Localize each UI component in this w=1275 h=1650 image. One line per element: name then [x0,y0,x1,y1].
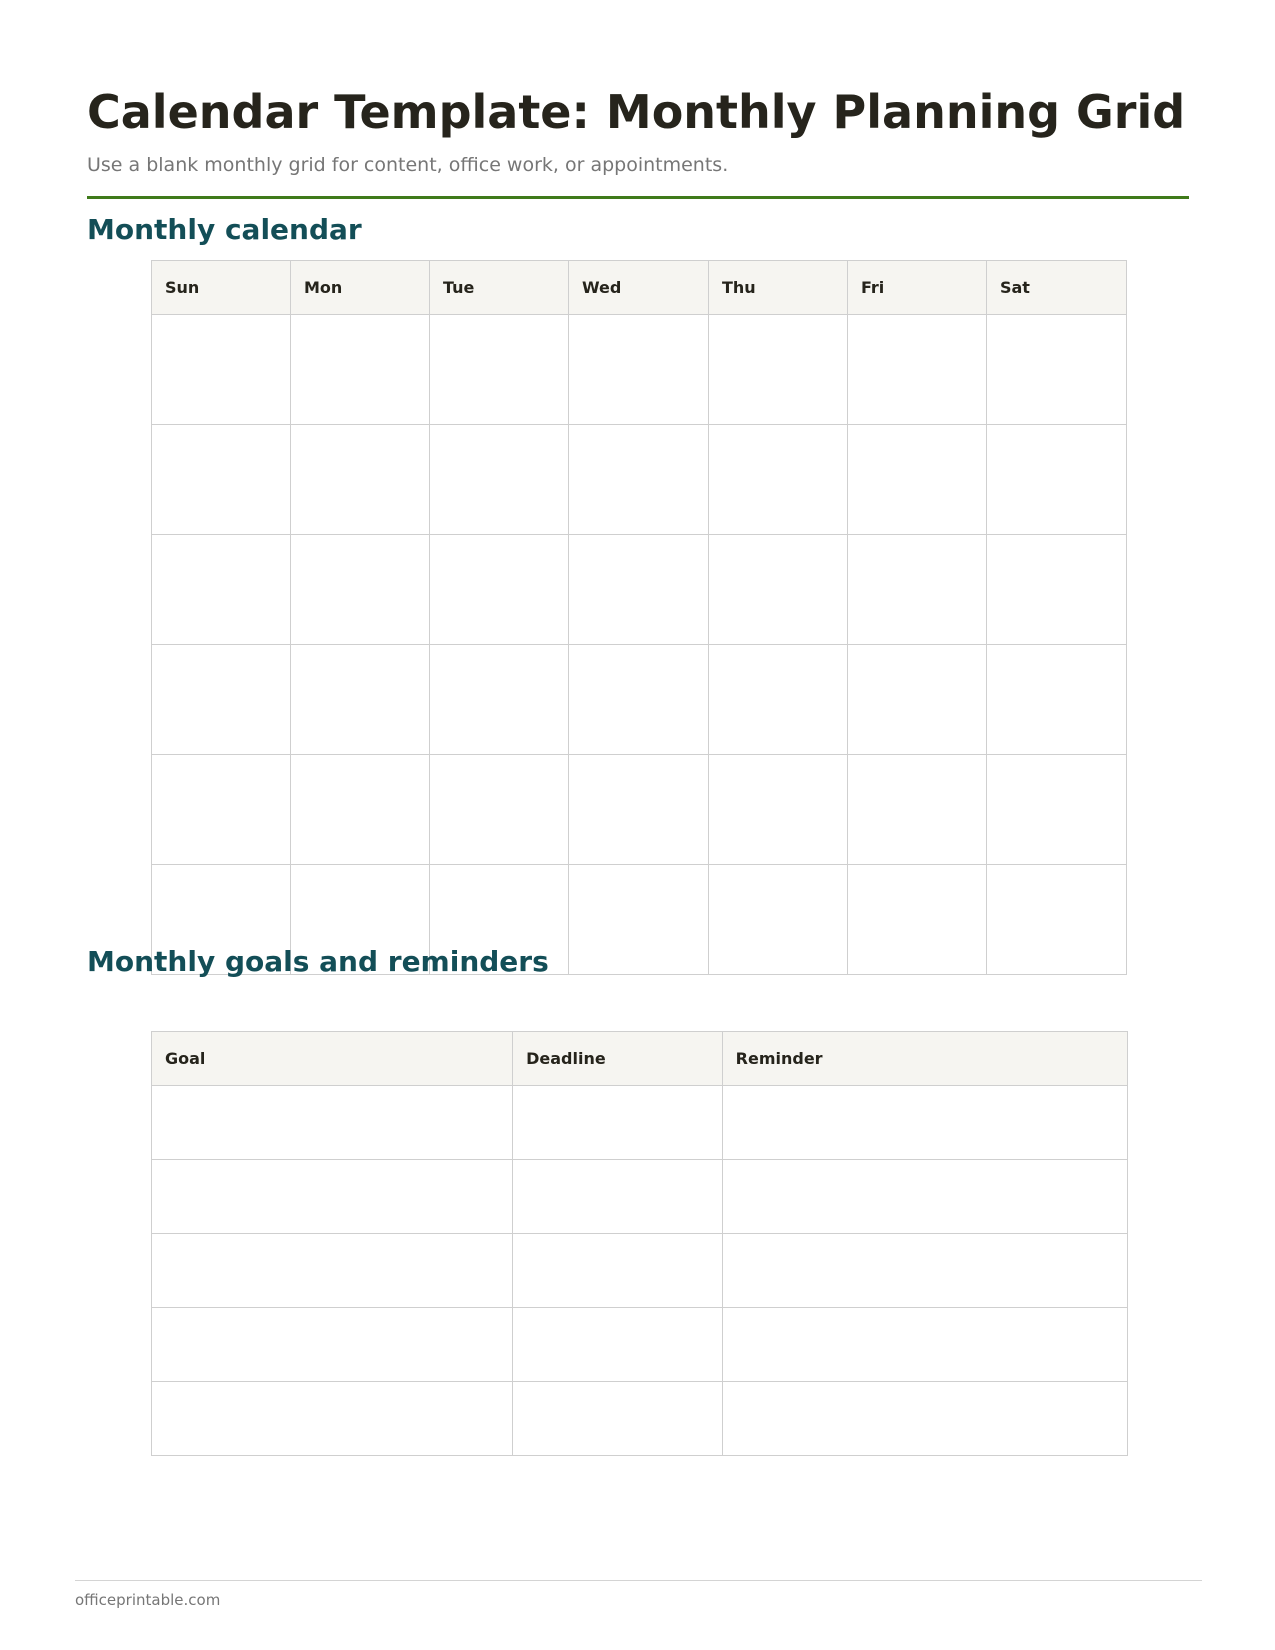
goal-cell [513,1308,723,1382]
goal-cell [513,1382,723,1456]
weekday-header-sun: Sun [152,261,291,315]
calendar-day-cell [847,535,986,645]
calendar-day-cell [986,425,1126,535]
calendar-day-cell [847,755,986,865]
goal-row [152,1234,1128,1308]
calendar-day-cell [708,865,847,975]
calendar-week-row [152,645,1127,755]
goals-header-row [152,1032,1128,1086]
goal-cell [152,1308,513,1382]
goal-cell [152,1382,513,1456]
calendar-header-row [152,261,1127,315]
calendar-day-cell [708,425,847,535]
calendar-day-cell [429,315,568,425]
calendar-day-cell [152,315,291,425]
goal-row [152,1160,1128,1234]
goal-cell [152,1160,513,1234]
calendar-day-cell [847,645,986,755]
deadline-column-header: Deadline [513,1032,723,1086]
goal-row [152,1086,1128,1160]
weekday-header-wed: Wed [568,261,708,315]
calendar-day-cell [568,425,708,535]
calendar-day-cell [429,645,568,755]
goal-column-header: Goal [152,1032,513,1086]
calendar-day-cell [847,315,986,425]
monthly-calendar-table [151,260,1127,975]
calendar-week-row [152,535,1127,645]
calendar-day-cell [708,535,847,645]
goal-cell [513,1086,723,1160]
calendar-day-cell [429,535,568,645]
calendar-day-cell [986,535,1126,645]
goal-row [152,1382,1128,1456]
page-title: Calendar Template: Monthly Planning Grid [87,85,1186,139]
calendar-day-cell [290,755,429,865]
weekday-header-fri: Fri [847,261,986,315]
goal-cell [513,1160,723,1234]
calendar-day-cell [152,535,291,645]
goal-row [152,1308,1128,1382]
goal-cell [513,1234,723,1308]
calendar-day-cell [568,315,708,425]
goal-cell [722,1160,1127,1234]
calendar-day-cell [986,755,1126,865]
calendar-day-cell [986,645,1126,755]
calendar-day-cell [152,645,291,755]
calendar-day-cell [568,535,708,645]
calendar-day-cell [152,755,291,865]
goals-section-heading: Monthly goals and reminders [87,945,549,978]
calendar-day-cell [986,865,1126,975]
weekday-header-sat: Sat [986,261,1126,315]
calendar-day-cell [152,425,291,535]
calendar-day-cell [568,645,708,755]
title-divider [87,196,1189,199]
page-subtitle: Use a blank monthly grid for content, office work, or appointments. [87,154,729,176]
calendar-day-cell [290,315,429,425]
calendar-day-cell [568,755,708,865]
calendar-week-row [152,315,1127,425]
calendar-week-row [152,425,1127,535]
weekday-header-thu: Thu [708,261,847,315]
calendar-body [152,315,1127,975]
goal-cell [722,1086,1127,1160]
goal-cell [152,1234,513,1308]
footer-divider [75,1580,1202,1581]
calendar-day-cell [568,865,708,975]
goal-cell [152,1086,513,1160]
goal-cell [722,1308,1127,1382]
calendar-day-cell [429,755,568,865]
goals-reminders-table [151,1031,1128,1456]
weekday-header-mon: Mon [290,261,429,315]
calendar-week-row [152,755,1127,865]
calendar-day-cell [847,425,986,535]
goal-cell [722,1234,1127,1308]
weekday-header-tue: Tue [429,261,568,315]
calendar-day-cell [290,645,429,755]
calendar-day-cell [986,315,1126,425]
goals-body [152,1086,1128,1456]
calendar-day-cell [290,425,429,535]
calendar-day-cell [708,645,847,755]
calendar-day-cell [429,425,568,535]
calendar-day-cell [708,755,847,865]
calendar-section-heading: Monthly calendar [87,213,362,246]
goal-cell [722,1382,1127,1456]
calendar-day-cell [708,315,847,425]
footer-site-name: officeprintable.com [75,1591,221,1609]
reminder-column-header: Reminder [722,1032,1127,1086]
calendar-day-cell [847,865,986,975]
calendar-day-cell [290,535,429,645]
